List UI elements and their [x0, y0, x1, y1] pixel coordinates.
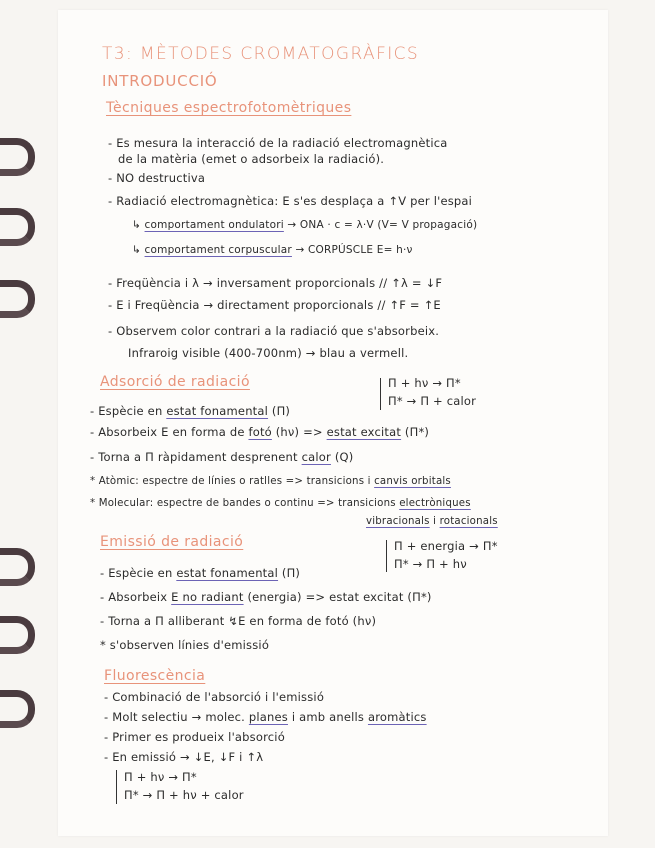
- binder-ring-icon: [0, 616, 35, 654]
- text-line: - E i Freqüència → directament proporcionals // ↑F = ↑E: [108, 298, 441, 312]
- equation: Π + hν → Π*: [124, 770, 197, 784]
- text-line: ↳ comportament ondulatori → ONA · c = λ·V (V= V propagació): [132, 219, 478, 231]
- page-title: T3: MÈTODES CROMATOGRÀFICS: [102, 44, 420, 64]
- intro-heading: INTRODUCCIÓ: [102, 72, 218, 90]
- section-heading: Tècniques espectrofotomètriques: [106, 100, 352, 116]
- equation: Π + hν → Π*: [388, 376, 461, 390]
- equation: Π* → Π + hν: [394, 557, 467, 571]
- text-line: Infraroig visible (400-700nm) → blau a vermell.: [128, 346, 409, 360]
- section-heading: Fluorescència: [104, 668, 206, 684]
- binder-ring-icon: [0, 690, 35, 728]
- equation: Π* → Π + calor: [388, 394, 477, 408]
- equation-brace: [380, 378, 381, 410]
- equation: Π* → Π + hν + calor: [124, 788, 244, 802]
- text-line: ↳ comportament corpuscular → CORPÚSCLE E= h·ν: [132, 244, 413, 256]
- text-line: vibracionals i rotacionals: [366, 516, 498, 527]
- equation-brace: [386, 540, 387, 572]
- text-line: * Atòmic: espectre de línies o ratlles => transicions i canvis orbitals: [90, 476, 451, 487]
- text-line: - Observem color contrari a la radiació que s'absorbeix.: [108, 324, 440, 338]
- binder-ring-icon: [0, 548, 35, 586]
- equation-brace: [116, 770, 117, 804]
- text-line: - Espècie en estat fonamental (Π): [90, 404, 291, 418]
- text-line: - Absorbeix E no radiant (energia) => estat excitat (Π*): [100, 590, 432, 604]
- text-line: de la matèria (emet o adsorbeix la radiació).: [118, 152, 385, 166]
- text-line: - Espècie en estat fonamental (Π): [100, 566, 301, 580]
- text-line: - Absorbeix E en forma de fotó (hν) => estat excitat (Π*): [90, 425, 430, 439]
- text-line: - Freqüència i λ → inversament proporcionals // ↑λ = ↓F: [108, 276, 443, 290]
- section-heading: Adsorció de radiació: [100, 374, 250, 390]
- text-line: * s'observen línies d'emissió: [100, 638, 270, 652]
- section-heading: Emissió de radiació: [100, 534, 244, 550]
- equation: Π + energia → Π*: [394, 539, 498, 553]
- binder-ring-icon: [0, 208, 35, 246]
- binder-ring-icon: [0, 138, 35, 176]
- text-line: - Molt selectiu → molec. planes i amb anells aromàtics: [104, 710, 427, 724]
- text-line: - Radiació electromagnètica: E s'es desplaça a ↑V per l'espai: [108, 194, 473, 208]
- text-line: * Molecular: espectre de bandes o continu => transicions electròniques: [90, 498, 471, 509]
- text-line: - En emissió → ↓E, ↓F i ↑λ: [104, 750, 264, 764]
- text-line: - Torna a Π alliberant ↯E en forma de fotó (hν): [100, 614, 377, 628]
- text-line: - Es mesura la interacció de la radiació electromagnètica: [108, 136, 448, 150]
- binder-ring-icon: [0, 280, 35, 318]
- text-line: - Combinació de l'absorció i l'emissió: [104, 690, 325, 704]
- text-line: - NO destructiva: [108, 171, 206, 185]
- text-line: - Primer es produeix l'absorció: [104, 730, 285, 744]
- text-line: - Torna a Π ràpidament desprenent calor (Q): [90, 450, 354, 464]
